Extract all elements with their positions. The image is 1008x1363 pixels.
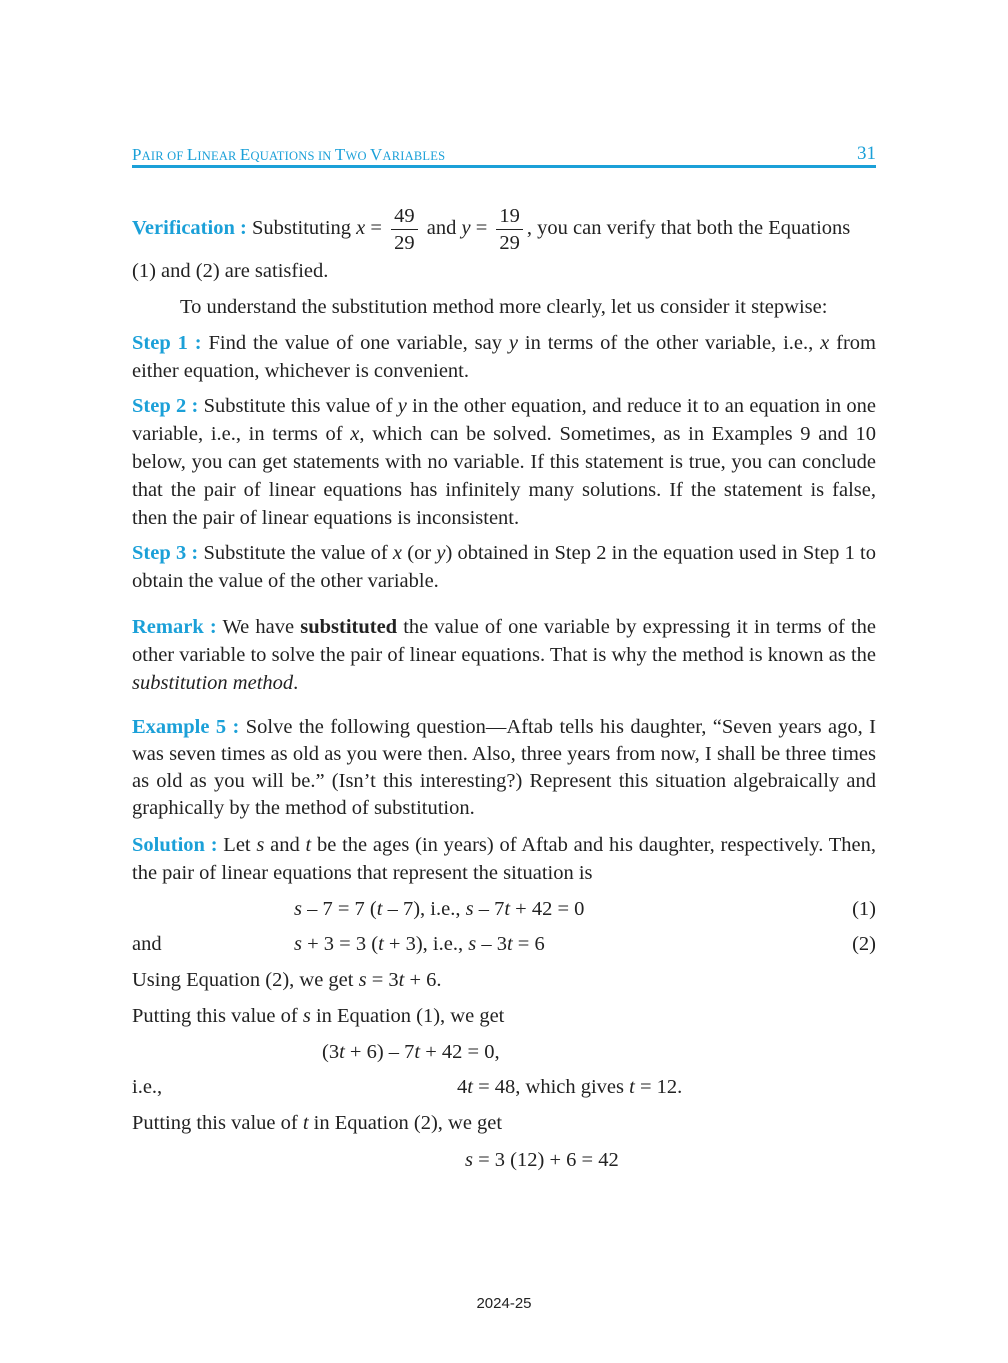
text: Substitute the value of xyxy=(198,542,393,564)
equation-2-lead: and xyxy=(132,933,162,955)
text: . xyxy=(293,672,299,694)
text: + 3), i.e., xyxy=(383,933,469,955)
equation-1 xyxy=(294,895,584,923)
fraction-x xyxy=(391,203,418,256)
math-var: t xyxy=(398,969,405,991)
text: in Equation (2), we get xyxy=(308,1112,503,1134)
math-var: s xyxy=(294,898,302,920)
text: = 3 xyxy=(366,969,399,991)
text: , which can be solved. Sometimes, as in Examples 9 and 10 below, you can get statements with no variable. If this statement is true, you can conclude that the pair of linear equations has infinitely many solutions. If the statement is false, then the pair of linear equations is inconsistent. xyxy=(132,423,876,529)
text: and xyxy=(264,834,306,856)
text: = 6 xyxy=(512,933,545,955)
remark-label: Remark : xyxy=(132,616,217,638)
title-part: AIR OF xyxy=(141,149,187,163)
step-2-paragraph xyxy=(132,392,876,532)
equation-5-row xyxy=(132,1146,876,1174)
text: – 3 xyxy=(476,933,507,955)
text: in terms of the other variable, i.e., xyxy=(517,332,821,354)
text: + 42 = 0 xyxy=(510,898,585,920)
text: – 7 xyxy=(473,898,505,920)
math-var: y xyxy=(397,395,407,417)
text: Putting this value of xyxy=(132,1005,303,1027)
equation-3-row xyxy=(132,1038,876,1066)
math-var: s xyxy=(465,1149,473,1171)
math-var: t xyxy=(376,898,383,920)
title-part: ARIABLES xyxy=(382,149,446,163)
equation-1-number: (1) xyxy=(852,898,876,920)
math-var: s xyxy=(468,933,477,955)
text: – 7), i.e., xyxy=(382,898,466,920)
denominator: 29 xyxy=(394,231,415,254)
verification-line-2: (1) and (2) are satisfied. xyxy=(132,260,329,282)
math-var: t xyxy=(302,1112,309,1134)
text: from either equation, whichever is convenient. xyxy=(132,332,876,382)
text: Find the value of one variable, say xyxy=(201,332,509,354)
math-var: t xyxy=(414,1041,421,1063)
equation-3 xyxy=(322,1038,500,1066)
example-5-label: Example 5 : xyxy=(132,716,240,738)
math-var: t xyxy=(506,933,513,955)
numerator: 49 xyxy=(391,203,418,230)
text: + 6. xyxy=(404,969,442,991)
text: Solve the following question—Aftab tells his daughter, “Seven years ago, I was seven times as old as you were then. Also, three years from now, I shall be three times as old as you will be.” (Isn’t this interesting?) Represent this situation algebraically and graphically by the method of substitution. xyxy=(132,716,876,819)
text: + 3 = 3 ( xyxy=(301,933,379,955)
step-3-paragraph xyxy=(132,539,876,595)
title-part: T xyxy=(334,145,346,164)
equation-4 xyxy=(457,1073,682,1101)
math-var: y xyxy=(461,217,471,239)
text: = 48, which gives xyxy=(472,1076,630,1098)
math-var: s xyxy=(302,1005,311,1027)
text: We have xyxy=(216,616,301,638)
math-var: t xyxy=(378,933,384,955)
text: ) obtained in Step 2 in the equation used in Step 1 to obtain the value of the other variable. xyxy=(132,542,876,592)
solution-paragraph xyxy=(132,831,876,887)
text: in the other equation, and reduce it to an equation in one variable, i.e., in terms of xyxy=(132,395,876,445)
text: the value of one variable by expressing it in terms of the other variable to solve the pair of linear equations. That is why the method is known as the xyxy=(132,616,877,666)
text: Substituting xyxy=(246,217,357,239)
page-number: 31 xyxy=(857,143,876,164)
verification-paragraph xyxy=(132,198,876,258)
math-var: s xyxy=(358,969,367,991)
text: Putting this value of xyxy=(132,1112,303,1134)
footer-year: 2024-25 xyxy=(476,1295,532,1312)
fraction-y xyxy=(496,203,523,256)
text: Let xyxy=(217,834,257,856)
header-rule xyxy=(132,165,876,168)
example-5-paragraph xyxy=(132,714,876,822)
math-var: s xyxy=(465,898,474,920)
text: Substitute this value of xyxy=(198,395,398,417)
text: and xyxy=(421,217,462,239)
step-2-label: Step 2 : xyxy=(132,395,199,417)
title-part: INEAR xyxy=(197,149,240,163)
equation-5 xyxy=(465,1146,619,1174)
title-part: P xyxy=(132,145,142,164)
step-3-label: Step 3 : xyxy=(132,542,199,564)
title-part: L xyxy=(186,145,198,164)
step-1-paragraph xyxy=(132,329,876,385)
math-var: y xyxy=(436,542,446,564)
math-var: y xyxy=(508,332,518,354)
math-var: t xyxy=(467,1076,473,1098)
running-header xyxy=(132,140,876,168)
title-part: E xyxy=(239,145,251,164)
verification-label: Verification : xyxy=(132,217,247,239)
math-var: t xyxy=(339,1041,345,1063)
text: , you can verify that both the Equations xyxy=(526,217,851,239)
math-var: t xyxy=(629,1076,635,1098)
equation-2 xyxy=(294,930,545,958)
math-var: t xyxy=(305,834,312,856)
intro-paragraph: To understand the substitution method more clearly, let us consider it stepwise: xyxy=(180,296,828,318)
text: = 12. xyxy=(634,1076,683,1098)
using-equation-line xyxy=(132,966,876,994)
text: Using Equation (2), we get xyxy=(132,969,359,991)
numerator: 19 xyxy=(496,203,523,230)
text: in Equation (1), we get xyxy=(310,1005,505,1027)
step-1-label: Step 1 : xyxy=(132,332,202,354)
text: + 42 = 0, xyxy=(420,1041,500,1063)
text: = xyxy=(365,217,388,239)
italic-term: substitution method xyxy=(132,672,294,694)
text: = 3 (12) + 6 = 42 xyxy=(472,1149,619,1171)
text: 4 xyxy=(457,1076,468,1098)
text: (3 xyxy=(322,1041,340,1063)
title-part: V xyxy=(370,145,383,164)
math-var: t xyxy=(504,898,511,920)
text: (or xyxy=(402,542,437,564)
equation-1-row xyxy=(132,895,876,923)
text: + 6) – 7 xyxy=(344,1041,415,1063)
math-var: x xyxy=(392,542,403,564)
equation-4-row xyxy=(132,1073,876,1101)
bold-term: substituted xyxy=(300,616,398,638)
solution-label: Solution : xyxy=(132,834,218,856)
text: = xyxy=(470,217,493,239)
remark-paragraph xyxy=(132,613,876,697)
putting-t-line xyxy=(132,1109,876,1137)
math-var: x xyxy=(820,332,830,354)
title-part: QUATIONS IN xyxy=(250,149,335,163)
denominator: 29 xyxy=(499,231,520,254)
math-var: x xyxy=(356,217,366,239)
equation-2-number: (2) xyxy=(852,933,876,955)
math-var: x xyxy=(350,423,360,445)
putting-s-line xyxy=(132,1002,876,1030)
math-var: s xyxy=(256,834,265,856)
equation-2-row xyxy=(132,930,876,958)
text: – 7 = 7 ( xyxy=(301,898,377,920)
text: be the ages (in years) of Aftab and his daughter, respectively. Then, the pair of linear equations that represent the situation is xyxy=(132,834,876,884)
math-var: s xyxy=(294,933,302,955)
equation-4-lead: i.e., xyxy=(132,1076,163,1098)
title-part: WO xyxy=(345,149,371,163)
